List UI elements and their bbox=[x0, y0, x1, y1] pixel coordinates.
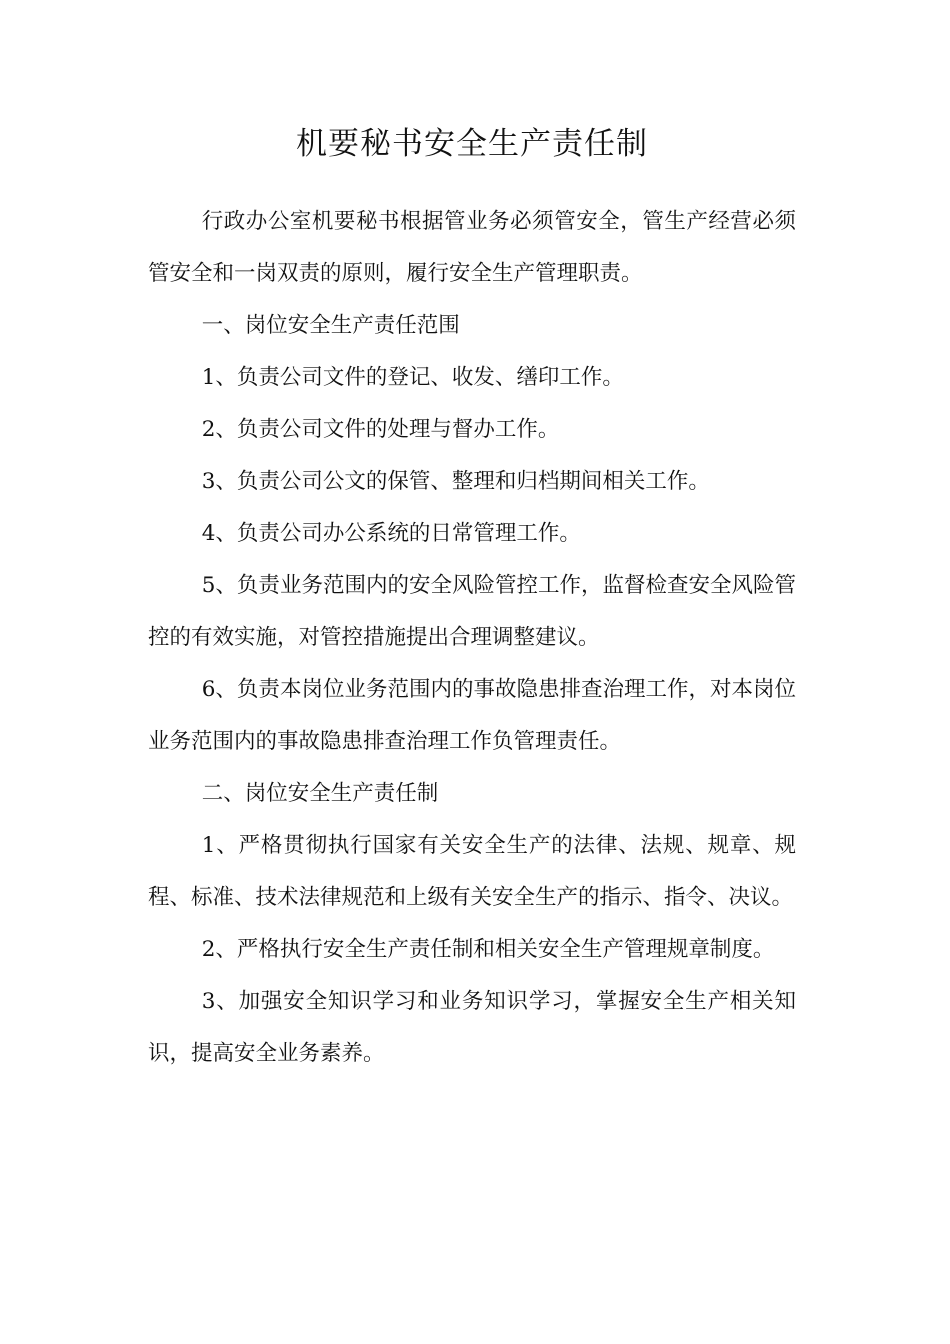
document-page bbox=[148, 118, 796, 1080]
section1-item-1: 1、负责公司文件的登记、收发、缮印工作。 bbox=[201, 365, 624, 390]
section2-item-3: 3、加强安全知识学习和业务知识学习，掌握安全生产相关知识，提高安全业务素养。 bbox=[148, 989, 796, 1066]
section1-item-6: 6、负责本岗位业务范围内的事故隐患排查治理工作，对本岗位业务范围内的事故隐患排查治理工作负管理责任。 bbox=[148, 677, 796, 754]
section1-item-5: 5、负责业务范围内的安全风险管控工作，监督检查安全风险管控的有效实施，对管控措施提出合理调整建议。 bbox=[148, 573, 796, 650]
section2-item-2: 2、严格执行安全生产责任制和相关安全生产管理规章制度。 bbox=[201, 937, 775, 962]
document-title: 机要秘书安全生产责任制 bbox=[296, 126, 648, 162]
section1-item-2: 2、负责公司文件的处理与督办工作。 bbox=[201, 417, 560, 442]
section1-heading: 一、岗位安全生产责任范围 bbox=[201, 313, 460, 338]
intro-paragraph: 行政办公室机要秘书根据管业务必须管安全，管生产经营必须管安全和一岗双责的原则，履行安全生产管理职责。 bbox=[148, 209, 796, 286]
section2-item-1: 1、严格贯彻执行国家有关安全生产的法律、法规、规章、规程、标准、技术法律规范和上级有关安全生产的指示、指令、决议。 bbox=[148, 833, 796, 910]
section2-heading: 二、岗位安全生产责任制 bbox=[201, 781, 439, 806]
section1-item-4: 4、负责公司办公系统的日常管理工作。 bbox=[201, 521, 581, 546]
section1-item-3: 3、负责公司公文的保管、整理和归档期间相关工作。 bbox=[201, 469, 710, 494]
